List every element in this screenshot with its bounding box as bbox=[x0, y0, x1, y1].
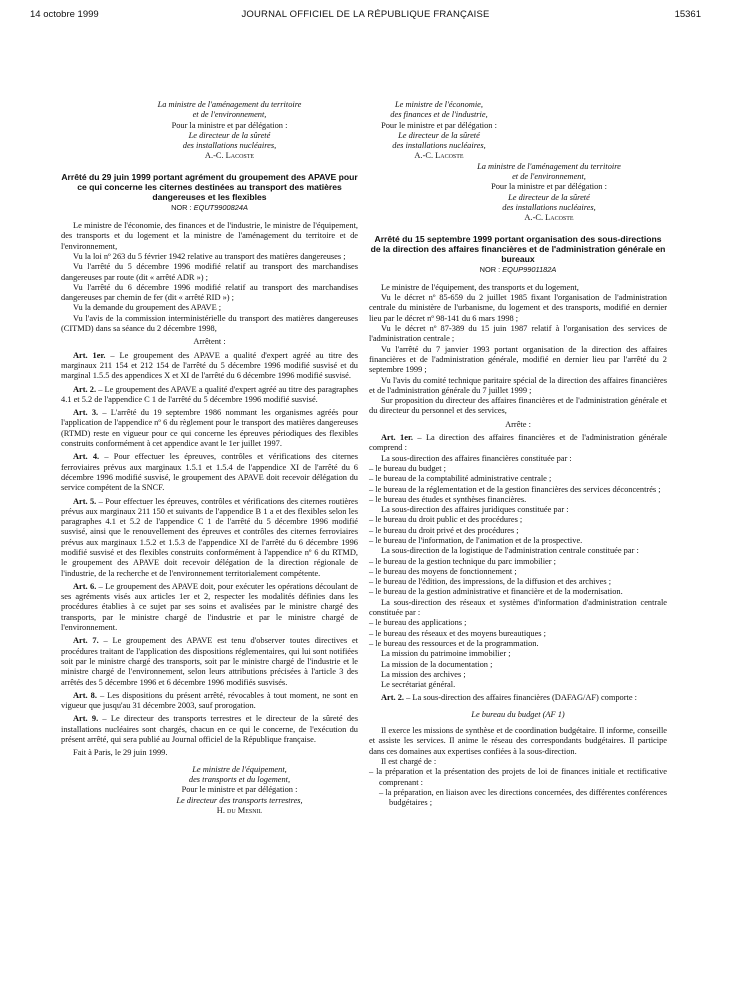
article-label: Art. 8. bbox=[73, 690, 97, 700]
bureau-paragraph: Il est chargé de : bbox=[381, 756, 437, 766]
article-label: Art. 2. bbox=[381, 693, 405, 703]
done-at: Fait à Paris, le 29 juin 1999. bbox=[73, 748, 168, 758]
left-column bbox=[61, 100, 358, 816]
list-item: – le bureau des réseaux et des moyens bureautiques ; bbox=[369, 628, 546, 638]
task-sublist bbox=[369, 788, 667, 809]
bureau-list bbox=[369, 618, 667, 649]
list-item: – le bureau de l'édition, des impressions, de la diffusion et des archives ; bbox=[369, 577, 612, 587]
preamble-paragraph: Vu le décret nº 87-389 du 15 juin 1987 relatif à l'organisation des services de l'administration centrale ; bbox=[369, 324, 667, 344]
article-label: Art. 9. bbox=[73, 714, 99, 724]
signature-line: et de l'environnement, bbox=[512, 172, 586, 182]
list-item: – le bureau des moyens de fonctionnement ; bbox=[369, 566, 517, 576]
signature-line: des finances et de l'industrie, bbox=[390, 110, 488, 120]
preamble-paragraph: Le ministre de l'économie, des finances et de l'industrie, le ministre de l'équipement, des transports et du logement et la ministre de l'aménagement du territoire et de l'environnement, bbox=[61, 221, 358, 251]
article bbox=[369, 433, 667, 454]
list-item: – le bureau de la gestion technique du parc immobilier ; bbox=[369, 556, 556, 566]
nor-code: EQUP9901182A bbox=[502, 264, 557, 274]
mission-line: La mission de la documentation ; bbox=[381, 659, 493, 669]
signature-line: des installations nucléaires, bbox=[182, 141, 277, 151]
article bbox=[61, 385, 358, 406]
article-text: – Le groupement des APAVE doit, pour exécuter les opérations découlant de ses agréments visés aux articles 1er et 2, respecter les modalités définies dans les procédures établies à ce sujet par ses soins et avalisées par le ministre chargé des transports, par le ministre chargé de l'industrie et par le ministre chargé de l'environnement. bbox=[61, 581, 358, 633]
signature-line: des installations nucléaires, bbox=[502, 202, 596, 212]
article-label: Art. 1er. bbox=[73, 350, 106, 360]
signature-line: des installations nucléaires, bbox=[392, 141, 486, 151]
list-item: – le bureau de la réglementation et de la gestion financières des services déconcentrés ; bbox=[369, 484, 661, 494]
list-item: – le bureau du budget ; bbox=[369, 463, 446, 473]
article-text: – Le directeur des transports terrestres et le directeur de la sûreté des installations nucléaires sont chargés, chacun en ce qui le concerne, de l'exécution du présent arrêté, qui sera publié au Journal officiel de la République française. bbox=[61, 714, 358, 745]
article-label: Art. 1er. bbox=[381, 433, 413, 443]
subdirection-heading: La sous-direction de la logistique de l'administration centrale constituée par : bbox=[381, 546, 639, 556]
list-item: – le bureau du droit privé et des procédures ; bbox=[369, 525, 519, 535]
preamble-paragraph: Vu l'arrêté du 7 janvier 1993 portant organisation de la direction des affaires financières et de l'administration générale, modifié en dernier lieu par l'arrêté du 2 septembre 1999 ; bbox=[369, 344, 667, 375]
preamble-paragraph: Vu la demande du groupement des APAVE ; bbox=[73, 303, 222, 313]
article-label: Art. 3. bbox=[73, 408, 99, 418]
list-item: – le bureau des études et synthèses financières. bbox=[369, 494, 527, 504]
right-column bbox=[369, 100, 667, 808]
article bbox=[61, 714, 358, 745]
list-item: – la préparation, en liaison avec les directions concernées, des différentes conférences budgétaires ; bbox=[379, 787, 667, 808]
task-list bbox=[369, 767, 667, 788]
mission-line: Le secrétariat général. bbox=[381, 680, 456, 690]
article bbox=[61, 408, 358, 449]
nor-label: NOR : bbox=[479, 264, 501, 274]
preamble-paragraph: Vu le décret nº 85-659 du 2 juillet 1985 fixant l'organisation de l'administration centrale du ministère de l'urbanisme, du logement et des transports, modifié en dernier lieu par le décret nº 98-141 du 6 mars 1998 ; bbox=[369, 293, 667, 323]
article bbox=[61, 452, 358, 493]
nor-reference bbox=[61, 203, 358, 213]
article-label: Art. 7. bbox=[73, 636, 99, 646]
signature-name: A.-C. Lacoste bbox=[204, 151, 255, 161]
signature-line: et de l'environnement, bbox=[192, 110, 267, 120]
article-text: – La direction des affaires financières et de l'administration générale comprend : bbox=[369, 433, 667, 453]
article-text: – Pour effectuer les épreuves, contrôles et vérifications des citernes ferroviaires prévus aux marginaux 1.5.1 et 1.5.4 de l'appendice XI de l'arrêté du 6 décembre 1996 modifié susvisé, le groupement des APAVE doit recevoir délégation du service compétent de la SNCF. bbox=[61, 452, 358, 493]
signature-line: des transports et du logement, bbox=[188, 774, 291, 784]
article bbox=[61, 582, 358, 633]
preamble-paragraph: Vu la loi nº 263 du 5 février 1942 relative au transport des matières dangereuses ; bbox=[73, 251, 346, 261]
article-label: Art. 5. bbox=[73, 496, 97, 506]
mission-line: La mission du patrimoine immobilier ; bbox=[381, 649, 511, 659]
article bbox=[61, 691, 358, 712]
list-item: – le bureau de l'information, de l'animation et de la prospective. bbox=[369, 535, 583, 545]
signature-block bbox=[121, 765, 358, 816]
signature-line: Le directeur de la sûreté bbox=[188, 130, 271, 140]
nor-code: EQUT9900824A bbox=[193, 202, 248, 212]
subdirection-heading: La sous-direction des affaires juridiques constituée par : bbox=[381, 505, 569, 515]
list-item: – le bureau de la comptabilité administrative centrale ; bbox=[369, 474, 552, 484]
nor-reference bbox=[369, 265, 667, 275]
decree-title: Arrêté du 15 septembre 1999 portant organisation des sous-directions de la direction des affaires financières et de l'administration générale en bureaux bbox=[370, 233, 666, 264]
signature-line: Pour le ministre et par délégation : bbox=[181, 785, 298, 795]
article-text: – Pour effectuer les épreuves, contrôles et vérifications des citernes routières prévus aux marginaux 211 150 et suivants de l'appendice B 1 a et des flexibles selon les paragraphes 4.1 et 5.2 de l'appendice C 1 de l'arrêté du 5 décembre 1996 modifié susvisé, ainsi que le renouvellement des épreuves et contrôles des citernes ferroviaires prévus aux marginaux 1.5.2 et 1.5.3 de l'appendice XI de l'arrêté du 6 décembre 1996 modifié susvisé et des flexibles construits conformément à l'appendice nº 6 du RTMD, le groupement des APAVE doit recevoir délégation de la direction régionale de l'industrie, de la recherche et de l'environnement territorialement compétente. bbox=[61, 496, 358, 578]
article-label: Art. 4. bbox=[73, 452, 100, 462]
header-journal-title: JOURNAL OFFICIEL DE LA RÉPUBLIQUE FRANÇAISE bbox=[241, 9, 490, 20]
header-date: 14 octobre 1999 bbox=[30, 9, 99, 20]
list-item: – le bureau du droit public et des procédures ; bbox=[369, 515, 523, 525]
signature-name: A.-C. Lacoste bbox=[524, 213, 574, 223]
bureau-list bbox=[369, 464, 667, 505]
signature-name: H. du Mesnil bbox=[216, 805, 263, 815]
article-text: – Les dispositions du présent arrêté, révocables à tout moment, ne sont en vigueur que jusqu'au 31 décembre 2003, sauf prorogation. bbox=[61, 690, 358, 711]
signature-block bbox=[101, 100, 358, 162]
bureau-list bbox=[369, 557, 667, 598]
subdirection-heading: La sous-direction des affaires financières constituée par : bbox=[381, 453, 572, 463]
bureau-paragraph: Il exerce les missions de synthèse et de coordination budgétaire. Il informe, conseille et assiste les services. Il anime le réseau des correspondants budgétaires. Il participe dans ces domaines aux expertises confiées à la sous-direction. bbox=[369, 726, 667, 756]
page-header bbox=[0, 0, 731, 22]
signature-line: Le ministre de l'économie, bbox=[394, 100, 483, 109]
signature-line: Le directeur des transports terrestres, bbox=[176, 795, 303, 805]
article-text: – Le groupement des APAVE a qualité d'expert agréé au titre des marginaux 211 154 et 212 154 de l'arrêté du 5 décembre 1996 modifié susvisé et du marginal 1.5.5 des appendices X et XI de l'arrêté du 6 décembre 1996 modifié susvisé. bbox=[61, 350, 359, 381]
signature-line: Pour la ministre et par délégation : bbox=[171, 120, 288, 130]
preamble-paragraph: Vu l'arrêté du 5 décembre 1996 modifié relatif au transport des marchandises dangereuses par route (dit « arrêté ADR ») ; bbox=[61, 262, 358, 282]
article bbox=[61, 497, 358, 579]
preamble-paragraph: Vu l'avis de la commission interministérielle du transport des matières dangereuses (CITMD) dans sa séance du 2 décembre 1998, bbox=[61, 313, 358, 334]
signature-line: Pour la ministre et par délégation : bbox=[491, 182, 607, 192]
arretent-label: Arrêtent : bbox=[193, 337, 226, 347]
list-item: – le bureau des ressources et de la programmation. bbox=[369, 638, 539, 648]
nor-label: NOR : bbox=[171, 202, 192, 212]
preamble-paragraph: Vu l'avis du comité technique paritaire spécial de la direction des affaires financières et de l'administration générale du 7 juillet 1999 ; bbox=[369, 375, 667, 395]
article-text: – L'arrêté du 19 septembre 1986 nommant les organismes agréés pour l'application de l'appendice nº 6 du règlement pour le transport des matières dangereuses (RTMD) reste en vigueur pour ce qui concerne les épreuves périodiques des flexibles construits conformément à cet appendice avant le 1er juillet 1997. bbox=[61, 408, 358, 449]
article bbox=[369, 693, 667, 703]
bureau-title: Le bureau du budget (AF 1) bbox=[471, 709, 565, 719]
subdirection-heading: La sous-direction des réseaux et systèmes d'information d'administration centrale constituée par : bbox=[369, 597, 667, 618]
signature-name: A.-C. Lacoste bbox=[414, 151, 464, 161]
article-text: – Le groupement des APAVE a qualité d'expert agréé au titre des paragraphes 4.1 et 5.2 de l'appendice C 1 de l'arrêté du 5 décembre 1996 modifié susvisé. bbox=[61, 384, 358, 404]
list-item: – la préparation et la présentation des projets de loi de finances initiale et rectificative comprenant : bbox=[369, 767, 667, 787]
article bbox=[61, 351, 358, 382]
signature-line: Le directeur de la sûreté bbox=[398, 130, 480, 140]
preamble-paragraph: Le ministre de l'équipement, des transports et du logement, bbox=[381, 282, 579, 292]
signature-line: La ministre de l'aménagement du territoire bbox=[157, 100, 302, 109]
decree-title: Arrêté du 29 juin 1999 portant agrément du groupement des APAVE pour ce qui concerne les citernes destinées au transport des matières dangereuses et les flexibles bbox=[61, 171, 358, 202]
header-page-number: 15361 bbox=[674, 9, 701, 20]
list-item: – le bureau de la gestion administrative et financière et de la modernisation. bbox=[369, 587, 623, 597]
signature-block bbox=[369, 100, 509, 162]
signature-line: Le ministre de l'équipement, bbox=[192, 764, 287, 774]
preamble-paragraph: Vu l'arrêté du 6 décembre 1996 modifié relatif au transport des marchandises dangereuses par chemin de fer (dit « arrêté RID ») ; bbox=[61, 282, 358, 303]
article-text: – La sous-direction des affaires financières (DAFAG/AF) comporte : bbox=[404, 693, 637, 703]
preamble-paragraph: Sur proposition du directeur des affaires financières et de l'administration générale et du directeur du personnel et des services, bbox=[369, 396, 667, 416]
signature-line: Pour le ministre et par délégation : bbox=[381, 120, 497, 130]
bureau-list bbox=[369, 515, 667, 546]
signature-block bbox=[449, 162, 649, 224]
article-label: Art. 6. bbox=[73, 581, 97, 591]
arrete-label: Arrête : bbox=[505, 419, 531, 429]
mission-line: La mission des archives ; bbox=[381, 669, 466, 679]
article-label: Art. 2. bbox=[73, 384, 97, 394]
article bbox=[61, 636, 358, 687]
signature-line: Le directeur de la sûreté bbox=[508, 192, 590, 202]
signature-line: La ministre de l'aménagement du territoire bbox=[477, 161, 621, 171]
list-item: – le bureau des applications ; bbox=[369, 618, 467, 628]
article-text: – Le groupement des APAVE est tenu d'observer toutes directives et procédures traitant de l'application des dispositions réglementaires, qui lui sont notifiées soit par le ministre chargé des transports, soit par le ministre chargé de l'industrie et le ministre chargé de l'environnement, selon leurs attributions précisées à l'article 3 des arrêtés des 5 décembre 1996 et 6 décembre 1996 modifiés susvisés. bbox=[61, 636, 358, 687]
